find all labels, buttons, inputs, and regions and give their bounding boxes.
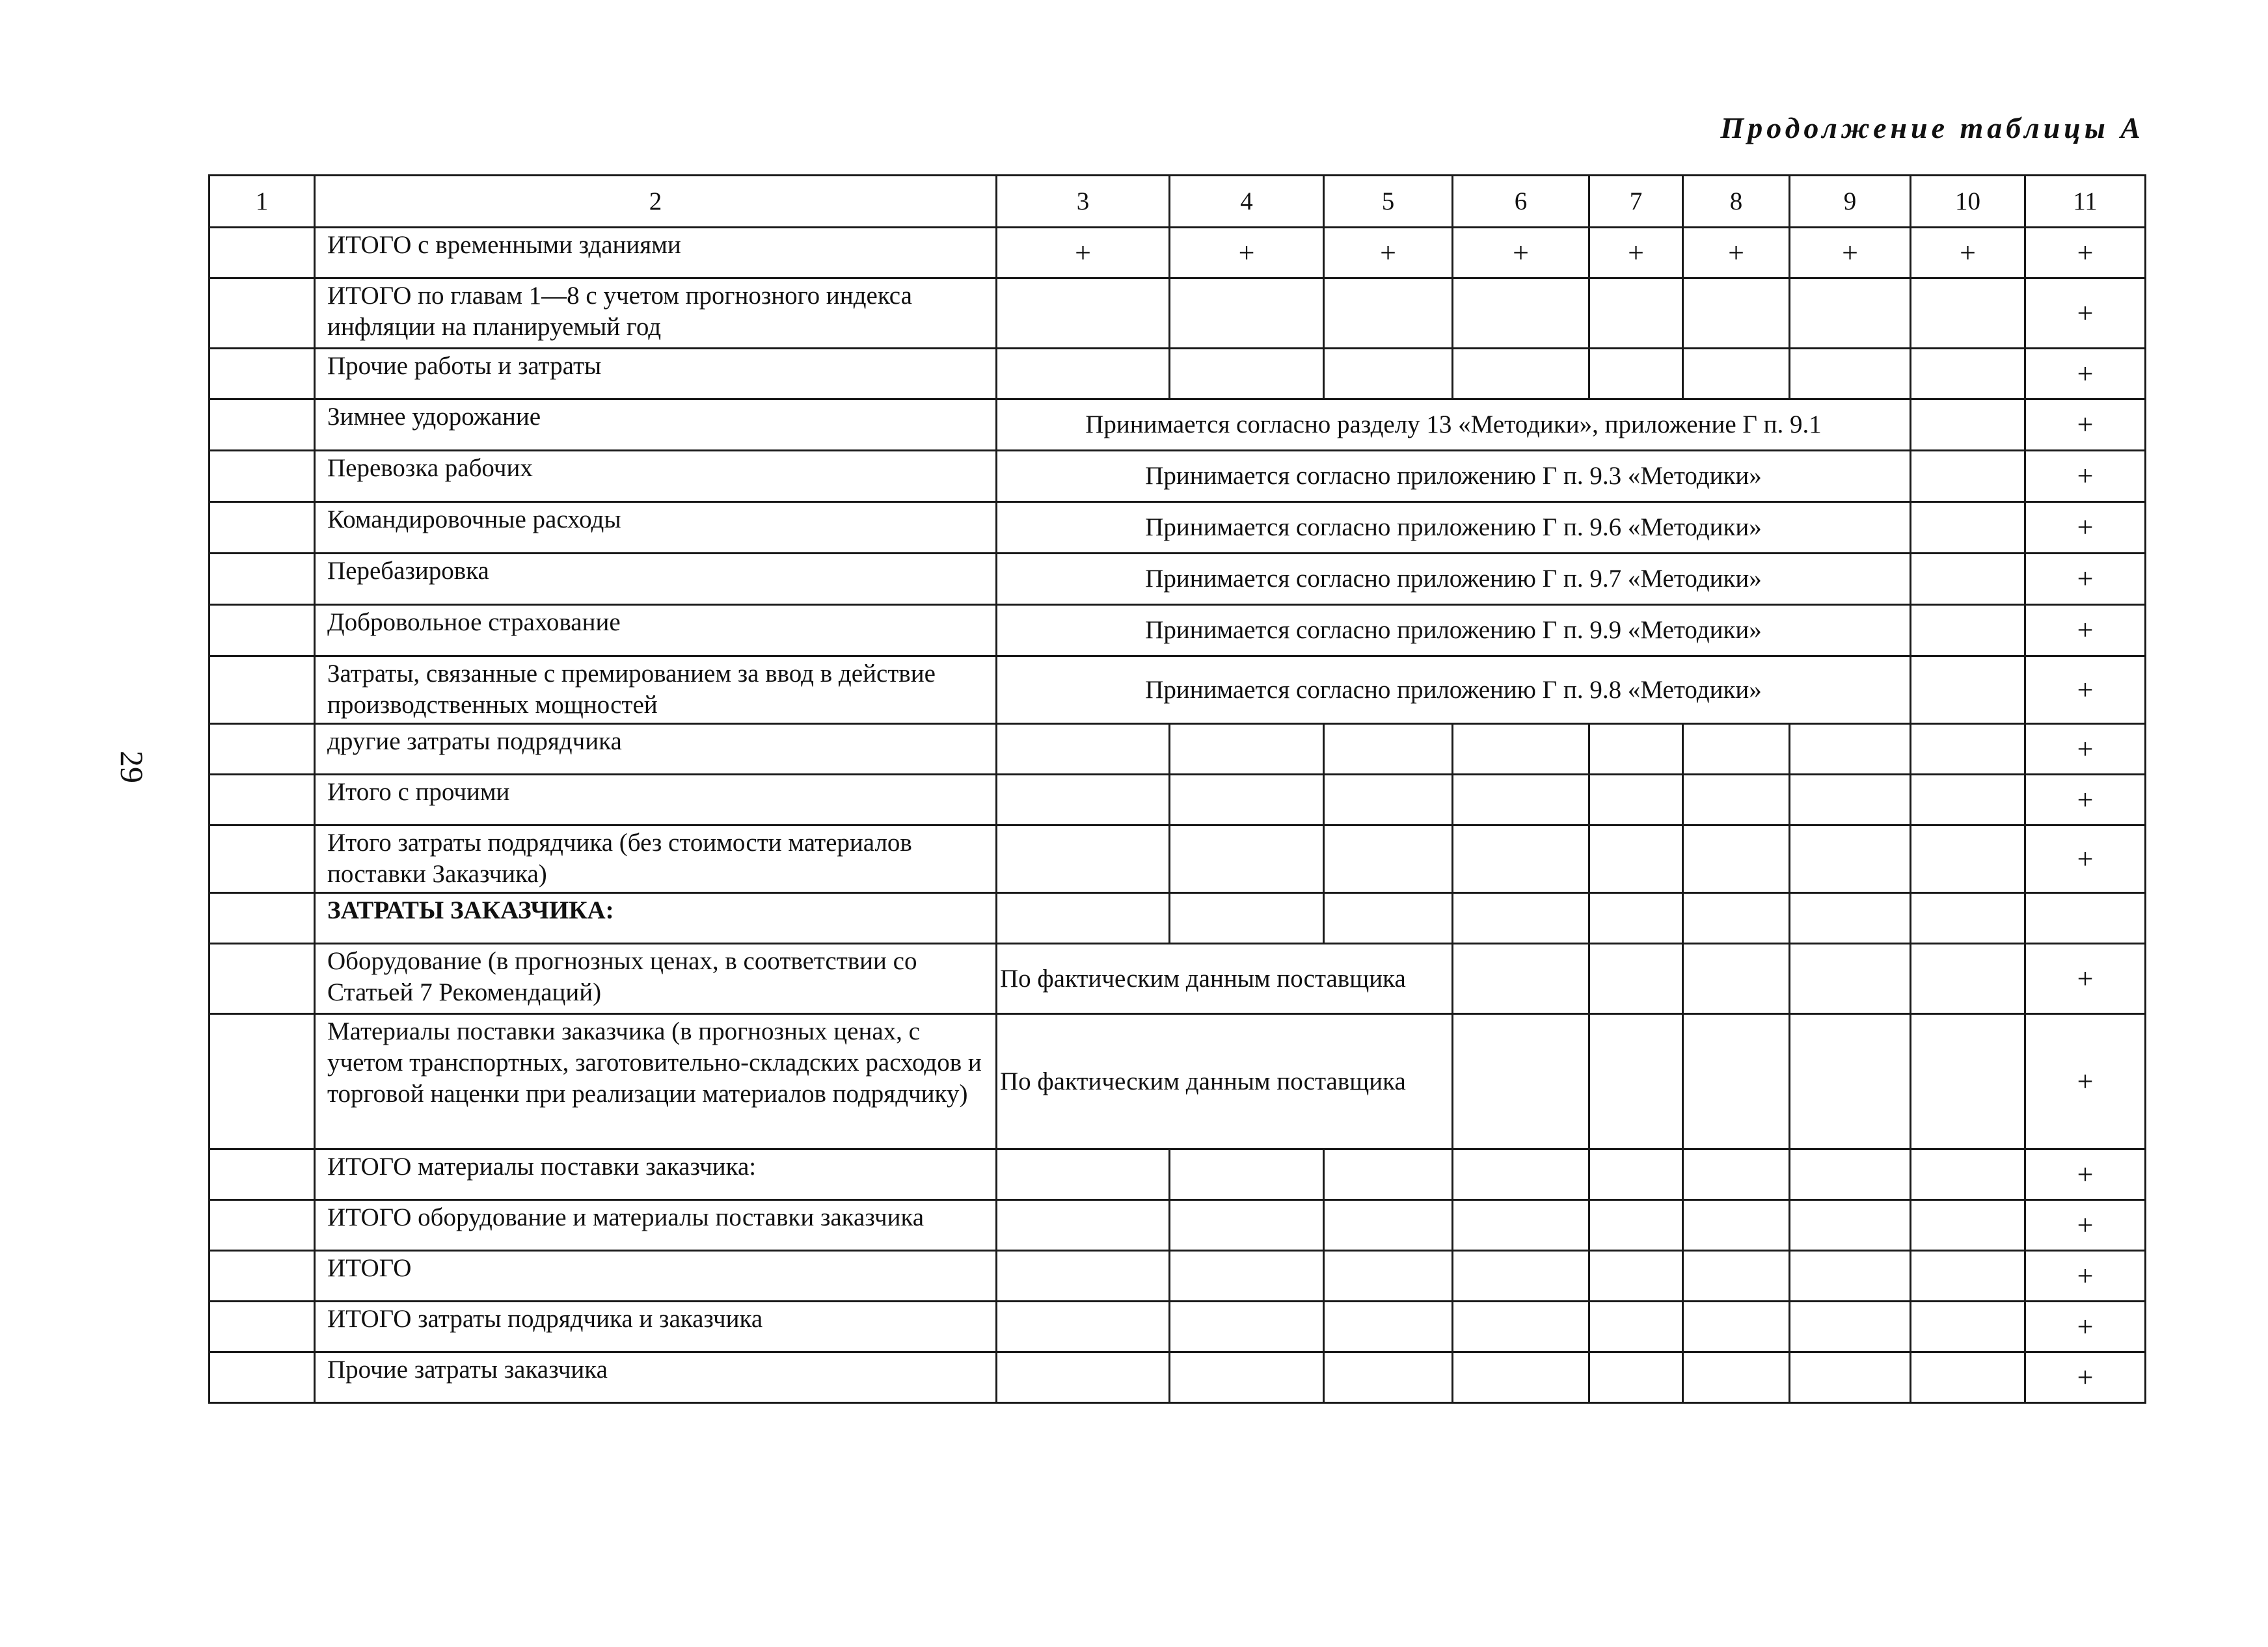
col-number: 4	[1170, 176, 1324, 228]
plus-mark: +	[1790, 228, 1911, 278]
supplier-note: По фактическим данным поставщика	[997, 944, 1453, 1014]
plus-mark: +	[2025, 349, 2146, 399]
plus-mark: +	[2025, 1352, 2146, 1403]
method-note: Принимается согласно приложению Г п. 9.9 «Методики»	[997, 605, 1911, 656]
col-number: 7	[1589, 176, 1683, 228]
row-label: Добровольное страхование	[315, 605, 997, 656]
col-number: 8	[1683, 176, 1790, 228]
plus-mark: +	[1589, 228, 1683, 278]
row-label: Перебазировка	[315, 554, 997, 605]
row-label: ИТОГО материалы поставки заказчика:	[315, 1149, 997, 1200]
row-label: ИТОГО оборудование и материалы поставки заказчика	[315, 1200, 997, 1251]
section-heading: ЗАТРАТЫ ЗАКАЗЧИКА:	[315, 893, 997, 944]
plus-mark: +	[1170, 228, 1324, 278]
row-label: ИТОГО	[315, 1251, 997, 1302]
row-label: Оборудование (в прогнозных ценах, в соответствии со Статьей 7 Рекомендаций)	[315, 944, 997, 1014]
table-row	[209, 775, 2146, 825]
plus-mark: +	[2025, 1302, 2146, 1352]
table-row	[209, 1149, 2146, 1200]
col-number: 1	[209, 176, 315, 228]
method-note: Принимается согласно приложению Г п. 9.3 «Методики»	[997, 451, 1911, 502]
table-row	[209, 605, 2146, 656]
plus-mark: +	[1683, 228, 1790, 278]
plus-mark: +	[2025, 724, 2146, 775]
plus-mark: +	[2025, 825, 2146, 893]
row-label: ИТОГО с временными зданиями	[315, 228, 997, 278]
cost-table	[208, 174, 2146, 1404]
row-label: Итого с прочими	[315, 775, 997, 825]
col-number: 5	[1324, 176, 1453, 228]
table-row	[209, 825, 2146, 893]
plus-mark: +	[1453, 228, 1589, 278]
plus-mark: +	[1911, 228, 2025, 278]
table-row	[209, 349, 2146, 399]
row-label: Затраты, связанные с премированием за ввод в действие производственных мощностей	[315, 656, 997, 724]
plus-mark: +	[2025, 278, 2146, 349]
col-number: 10	[1911, 176, 2025, 228]
table-row	[209, 1014, 2146, 1149]
table-row	[209, 228, 2146, 278]
supplier-note: По фактическим данным поставщика	[997, 1014, 1453, 1149]
plus-mark: +	[2025, 1149, 2146, 1200]
table-row	[209, 1352, 2146, 1403]
plus-mark: +	[2025, 1200, 2146, 1251]
method-note: Принимается согласно разделу 13 «Методики», приложение Г п. 9.1	[997, 399, 1911, 451]
table-row	[209, 656, 2146, 724]
method-note: Принимается согласно приложению Г п. 9.8 «Методики»	[997, 656, 1911, 724]
plus-mark: +	[2025, 502, 2146, 554]
plus-mark: +	[2025, 944, 2146, 1014]
col-number: 3	[997, 176, 1170, 228]
method-note: Принимается согласно приложению Г п. 9.7 «Методики»	[997, 554, 1911, 605]
table-row	[209, 1200, 2146, 1251]
row-label: Командировочные расходы	[315, 502, 997, 554]
plus-mark: +	[2025, 228, 2146, 278]
plus-mark: +	[2025, 775, 2146, 825]
table-row	[209, 502, 2146, 554]
plus-mark: +	[2025, 451, 2146, 502]
header-row	[209, 176, 2146, 228]
table-row	[209, 724, 2146, 775]
plus-mark: +	[997, 228, 1170, 278]
row-label: Материалы поставки заказчика (в прогнозных ценах, с учетом транспортных, заготовительно-складских расходов и торговой наценки при реализации материалов подрядчику)	[315, 1014, 997, 1149]
row-label: Перевозка рабочих	[315, 451, 997, 502]
row-label: ИТОГО затраты подрядчика и заказчика	[315, 1302, 997, 1352]
plus-mark: +	[2025, 1014, 2146, 1149]
plus-mark: +	[2025, 399, 2146, 451]
row-label: ИТОГО по главам 1—8 с учетом прогнозного индекса инфляции на планируемый год	[315, 278, 997, 349]
table-row	[209, 1302, 2146, 1352]
row-label: Зимнее удорожание	[315, 399, 997, 451]
col-number: 2	[315, 176, 997, 228]
table-row	[209, 278, 2146, 349]
table-row	[209, 451, 2146, 502]
plus-mark: +	[1324, 228, 1453, 278]
row-label: Итого затраты подрядчика (без стоимости материалов поставки Заказчика)	[315, 825, 997, 893]
plus-mark: +	[2025, 605, 2146, 656]
plus-mark: +	[2025, 656, 2146, 724]
table-row	[209, 944, 2146, 1014]
table-continuation-heading: Продолжение таблицы А	[1720, 111, 2144, 144]
table-row	[209, 399, 2146, 451]
row-label: Прочие работы и затраты	[315, 349, 997, 399]
page-number: 29	[114, 751, 150, 783]
col-number: 9	[1790, 176, 1911, 228]
col-number: 11	[2025, 176, 2146, 228]
table-row	[209, 1251, 2146, 1302]
plus-mark: +	[2025, 554, 2146, 605]
method-note: Принимается согласно приложению Г п. 9.6 «Методики»	[997, 502, 1911, 554]
row-label: другие затраты подрядчика	[315, 724, 997, 775]
col-number: 6	[1453, 176, 1589, 228]
table-row	[209, 554, 2146, 605]
plus-mark: +	[2025, 1251, 2146, 1302]
table-row	[209, 893, 2146, 944]
row-label: Прочие затраты заказчика	[315, 1352, 997, 1403]
